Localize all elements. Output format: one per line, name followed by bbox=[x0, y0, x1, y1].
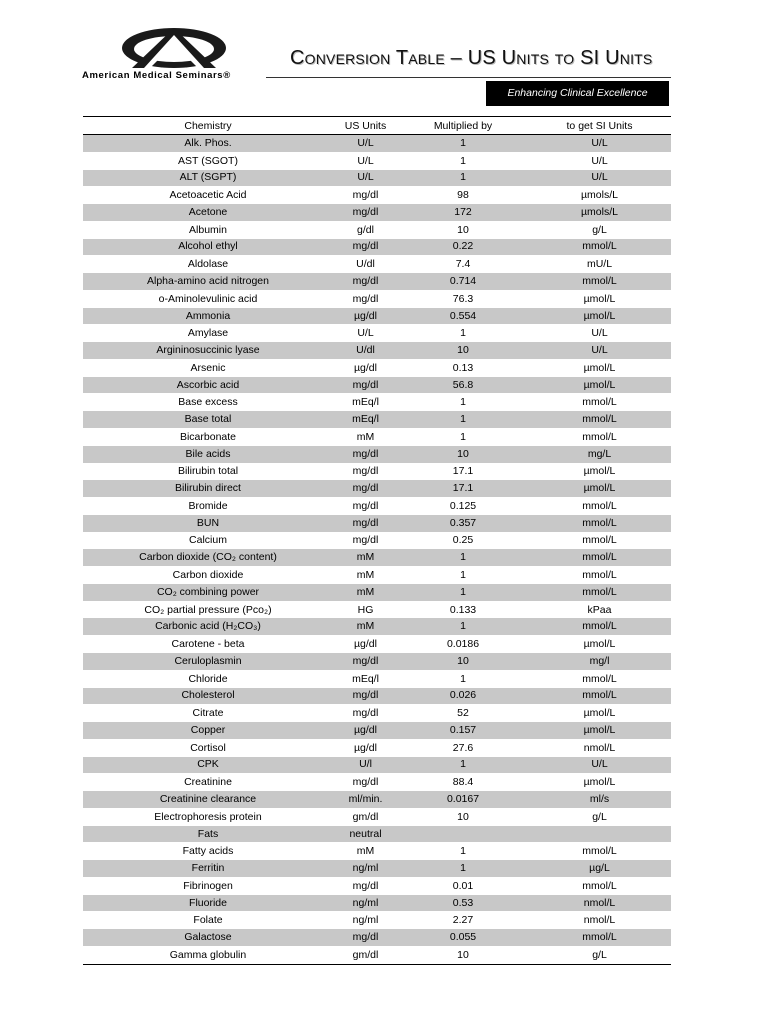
multiplier-cell: 1 bbox=[398, 170, 528, 187]
us-units-cell: mg/dl bbox=[333, 377, 398, 394]
si-units-cell: mmol/L bbox=[582, 396, 617, 409]
multiplier-cell: 0.53 bbox=[398, 895, 528, 912]
si-units-cell: nmol/L bbox=[583, 741, 616, 754]
si-units-cell: µmol/L bbox=[583, 707, 616, 720]
table-row bbox=[83, 239, 671, 256]
table-row bbox=[83, 498, 671, 515]
chemistry-cell: Fatty acids bbox=[182, 845, 234, 858]
si-units-cell: mmol/L bbox=[528, 584, 671, 601]
table-row bbox=[83, 584, 671, 601]
us-units-cell: U/L bbox=[333, 135, 398, 153]
multiplier-cell: 56.8 bbox=[398, 377, 528, 394]
org-name: American Medical Seminars® bbox=[82, 70, 231, 81]
us-units-cell: mg/dl bbox=[352, 534, 379, 547]
chemistry-cell: Ascorbic acid bbox=[83, 377, 333, 394]
si-units-cell: nmol/L bbox=[583, 914, 616, 927]
multiplier-cell: 0.133 bbox=[449, 603, 477, 616]
us-units-cell: mg/dl bbox=[352, 879, 379, 892]
multiplier-cell: 1 bbox=[460, 327, 466, 340]
us-units-cell: U/L bbox=[333, 170, 398, 187]
chemistry-cell: Carbon dioxide bbox=[172, 569, 244, 582]
table-row bbox=[83, 394, 671, 411]
multiplier-cell: 1 bbox=[398, 135, 528, 153]
multiplier-cell: 0.026 bbox=[398, 688, 528, 705]
multiplier-cell: 0.13 bbox=[452, 361, 474, 374]
chemistry-cell: CPK bbox=[83, 757, 333, 774]
chemistry-cell: CO₂ partial pressure (Pco₂) bbox=[144, 603, 272, 616]
multiplier-cell: 1 bbox=[398, 757, 528, 774]
multiplier-cell: 98 bbox=[457, 189, 469, 202]
si-units-cell: U/L bbox=[528, 757, 671, 774]
multiplier-cell: 1 bbox=[460, 154, 466, 167]
table-row bbox=[83, 446, 671, 463]
table-row bbox=[83, 653, 671, 670]
si-units-cell: mmol/L bbox=[528, 929, 671, 946]
table-row bbox=[83, 757, 671, 774]
si-units-cell: µmol/L bbox=[583, 638, 616, 651]
si-units-cell: g/L bbox=[592, 223, 607, 236]
si-units-cell: mmol/L bbox=[582, 534, 617, 547]
table-row bbox=[83, 567, 671, 584]
table-row bbox=[83, 187, 671, 204]
chemistry-cell: Albumin bbox=[189, 223, 227, 236]
chemistry-cell: Alcohol ethyl bbox=[83, 239, 333, 256]
table-row bbox=[83, 877, 671, 894]
multiplier-cell: 17.1 bbox=[398, 480, 528, 497]
chemistry-cell: Carbonic acid (H₂CO₃) bbox=[83, 618, 333, 635]
chemistry-cell: Alpha-amino acid nitrogen bbox=[83, 273, 333, 290]
chemistry-cell: Argininosuccinic lyase bbox=[83, 342, 333, 359]
multiplier-cell: 1 bbox=[398, 618, 528, 635]
us-units-cell: µg/dl bbox=[333, 722, 398, 739]
si-units-cell: µmol/L bbox=[583, 292, 616, 305]
chemistry-cell: Bromide bbox=[188, 499, 228, 512]
table-row bbox=[83, 135, 671, 153]
si-units-cell: U/L bbox=[591, 327, 608, 340]
si-units-cell: mmol/L bbox=[582, 569, 617, 582]
chemistry-cell: Bile acids bbox=[83, 446, 333, 463]
multiplier-cell: 0.055 bbox=[398, 929, 528, 946]
table-row bbox=[83, 325, 671, 342]
table-row bbox=[83, 273, 671, 290]
us-units-cell: mg/dl bbox=[352, 189, 379, 202]
table-row bbox=[83, 912, 671, 929]
us-units-cell: mM bbox=[356, 430, 375, 443]
us-units-cell: U/l bbox=[333, 757, 398, 774]
si-units-cell: µmol/L bbox=[583, 776, 616, 789]
si-units-cell: mmol/L bbox=[582, 499, 617, 512]
si-units-cell: µmols/L bbox=[581, 189, 618, 202]
us-units-cell: mg/dl bbox=[333, 480, 398, 497]
us-units-cell: g/dl bbox=[357, 223, 374, 236]
si-units-cell: mg/L bbox=[528, 446, 671, 463]
table-row bbox=[83, 860, 671, 877]
table-row bbox=[83, 308, 671, 325]
si-units-cell: µmol/L bbox=[583, 465, 616, 478]
multiplier-cell: 0.714 bbox=[398, 273, 528, 290]
chemistry-cell: Gamma globulin bbox=[169, 948, 247, 961]
table-row bbox=[83, 601, 671, 618]
table-row bbox=[83, 290, 671, 307]
multiplier-cell: 7.4 bbox=[455, 258, 471, 271]
table-row bbox=[83, 463, 671, 480]
multiplier-cell: 2.27 bbox=[452, 914, 474, 927]
table-row bbox=[83, 618, 671, 635]
us-units-cell: mg/dl bbox=[352, 292, 379, 305]
us-units-cell: mg/dl bbox=[333, 446, 398, 463]
multiplier-cell: 88.4 bbox=[452, 776, 474, 789]
us-units-cell: mg/dl bbox=[352, 776, 379, 789]
si-units-cell: µmol/L bbox=[583, 361, 616, 374]
us-units-cell: ng/ml bbox=[352, 914, 379, 927]
multiplier-cell: 1 bbox=[460, 569, 466, 582]
si-units-cell: mmol/L bbox=[582, 430, 617, 443]
si-units-cell: mmol/L bbox=[528, 549, 671, 566]
multiplier-cell: 1 bbox=[460, 672, 466, 685]
us-units-cell: neutral bbox=[333, 826, 398, 843]
column-header-us-units: US Units bbox=[333, 117, 398, 135]
si-units-cell: mmol/L bbox=[528, 239, 671, 256]
si-units-cell: mmol/L bbox=[528, 688, 671, 705]
si-units-cell: mmol/L bbox=[528, 273, 671, 290]
chemistry-cell: ALT (SGPT) bbox=[83, 170, 333, 187]
chemistry-cell: Copper bbox=[83, 722, 333, 739]
table-row bbox=[83, 705, 671, 722]
multiplier-cell: 0.22 bbox=[398, 239, 528, 256]
chemistry-cell: Folate bbox=[193, 914, 223, 927]
us-units-cell: U/L bbox=[357, 327, 374, 340]
multiplier-cell bbox=[398, 826, 528, 843]
si-units-cell: µmol/L bbox=[528, 377, 671, 394]
chemistry-cell: Bicarbonate bbox=[179, 430, 237, 443]
multiplier-cell: 1 bbox=[398, 860, 528, 877]
chemistry-cell: Arsenic bbox=[190, 361, 226, 374]
chemistry-cell: Cortisol bbox=[190, 741, 226, 754]
table-header-row bbox=[83, 117, 671, 135]
us-units-cell: mEq/l bbox=[333, 411, 398, 428]
multiplier-cell: 10 bbox=[398, 446, 528, 463]
si-units-cell: mmol/L bbox=[582, 879, 617, 892]
si-units-cell: mU/L bbox=[586, 258, 613, 271]
table-row bbox=[83, 895, 671, 912]
si-units-cell: U/L bbox=[528, 342, 671, 359]
multiplier-cell: 0.25 bbox=[452, 534, 474, 547]
tagline-banner: Enhancing Clinical Excellence bbox=[486, 81, 669, 106]
table-row bbox=[83, 791, 671, 808]
si-units-cell: g/L bbox=[592, 948, 607, 961]
multiplier-cell: 1 bbox=[460, 430, 466, 443]
us-units-cell: U/dl bbox=[356, 258, 375, 271]
page-title: Conversion Table – US Units to SI Units bbox=[290, 47, 653, 69]
si-units-cell: mmol/L bbox=[582, 845, 617, 858]
table-row bbox=[83, 688, 671, 705]
us-units-cell: ng/ml bbox=[333, 895, 398, 912]
table-row bbox=[83, 359, 671, 376]
column-header-si-units: to get SI Units bbox=[528, 117, 671, 135]
us-units-cell: µg/dl bbox=[354, 741, 377, 754]
multiplier-cell: 10 bbox=[457, 223, 469, 236]
chemistry-cell: Base excess bbox=[178, 396, 238, 409]
si-units-cell: µg/L bbox=[528, 860, 671, 877]
chemistry-cell: Ferritin bbox=[83, 860, 333, 877]
chemistry-cell: Carbon dioxide (CO₂ content) bbox=[83, 549, 333, 566]
org-logo bbox=[82, 26, 267, 84]
chemistry-cell: Amylase bbox=[187, 327, 229, 340]
us-units-cell: mEq/l bbox=[352, 672, 379, 685]
table-row bbox=[83, 411, 671, 428]
si-units-cell: µmol/L bbox=[528, 722, 671, 739]
us-units-cell: mg/dl bbox=[352, 465, 379, 478]
table-row bbox=[83, 843, 671, 860]
multiplier-cell: 10 bbox=[398, 653, 528, 670]
multiplier-cell: 76.3 bbox=[452, 292, 474, 305]
us-units-cell: mEq/l bbox=[352, 396, 379, 409]
us-units-cell: mg/dl bbox=[352, 499, 379, 512]
chemistry-cell: Ammonia bbox=[83, 308, 333, 325]
us-units-cell: mg/dl bbox=[333, 929, 398, 946]
chemistry-cell: Galactose bbox=[83, 929, 333, 946]
multiplier-cell: 52 bbox=[457, 707, 469, 720]
multiplier-cell: 0.0186 bbox=[446, 638, 480, 651]
chemistry-cell: Creatinine bbox=[184, 776, 232, 789]
us-units-cell: HG bbox=[357, 603, 374, 616]
chemistry-cell: CO₂ combining power bbox=[83, 584, 333, 601]
us-units-cell: mg/dl bbox=[352, 707, 379, 720]
multiplier-cell: 0.554 bbox=[398, 308, 528, 325]
table-row bbox=[83, 480, 671, 497]
table-body bbox=[83, 135, 671, 965]
multiplier-cell: 17.1 bbox=[452, 465, 474, 478]
table-row bbox=[83, 170, 671, 187]
table-row bbox=[83, 739, 671, 756]
si-units-cell: nmol/L bbox=[528, 895, 671, 912]
us-units-cell: mM bbox=[356, 569, 375, 582]
chemistry-cell: Creatinine clearance bbox=[83, 791, 333, 808]
multiplier-cell: 1 bbox=[398, 411, 528, 428]
chemistry-cell: Bilirubin total bbox=[177, 465, 239, 478]
us-units-cell: µg/dl bbox=[354, 638, 377, 651]
chemistry-cell: Acetoacetic Acid bbox=[169, 189, 247, 202]
chemistry-cell: Calcium bbox=[189, 534, 227, 547]
us-units-cell: U/dl bbox=[333, 342, 398, 359]
si-units-cell: U/L bbox=[528, 135, 671, 153]
table-row bbox=[83, 722, 671, 739]
multiplier-cell: 0.0167 bbox=[398, 791, 528, 808]
si-units-cell: U/L bbox=[591, 154, 608, 167]
table-row bbox=[83, 946, 671, 964]
si-units-cell: g/L bbox=[592, 810, 607, 823]
us-units-cell: mg/dl bbox=[333, 515, 398, 532]
multiplier-cell: 1 bbox=[460, 845, 466, 858]
us-units-cell: mg/dl bbox=[333, 688, 398, 705]
chemistry-cell: Fats bbox=[83, 826, 333, 843]
us-units-cell: µg/dl bbox=[354, 361, 377, 374]
chemistry-cell: Base total bbox=[83, 411, 333, 428]
si-units-cell: mmol/L bbox=[582, 672, 617, 685]
us-units-cell: µg/dl bbox=[333, 308, 398, 325]
multiplier-cell: 0.357 bbox=[398, 515, 528, 532]
table-row bbox=[83, 256, 671, 273]
conversion-table bbox=[83, 116, 671, 965]
multiplier-cell: 10 bbox=[398, 342, 528, 359]
us-units-cell: mg/dl bbox=[333, 273, 398, 290]
us-units-cell: U/L bbox=[357, 154, 374, 167]
multiplier-cell: 1 bbox=[460, 396, 466, 409]
table-row bbox=[83, 515, 671, 532]
us-units-cell: gm/dl bbox=[352, 948, 379, 961]
multiplier-cell: 1 bbox=[398, 549, 528, 566]
table-row bbox=[83, 152, 671, 169]
si-units-cell: ml/s bbox=[528, 791, 671, 808]
si-units-cell: mg/l bbox=[528, 653, 671, 670]
si-units-cell: mmol/L bbox=[528, 618, 671, 635]
us-units-cell: mg/dl bbox=[333, 204, 398, 221]
us-units-cell: ng/ml bbox=[333, 860, 398, 877]
table-row bbox=[83, 532, 671, 549]
table-row bbox=[83, 377, 671, 394]
us-units-cell: ml/min. bbox=[333, 791, 398, 808]
chemistry-cell: AST (SGOT) bbox=[178, 154, 238, 167]
table-row bbox=[83, 826, 671, 843]
chemistry-cell: Citrate bbox=[192, 707, 224, 720]
table-row bbox=[83, 429, 671, 446]
logo-emblem-icon bbox=[120, 26, 228, 70]
table-row bbox=[83, 670, 671, 687]
chemistry-cell: Aldolase bbox=[187, 258, 229, 271]
column-header-chemistry: Chemistry bbox=[83, 117, 333, 135]
table-row bbox=[83, 342, 671, 359]
chemistry-cell: Fibrinogen bbox=[183, 879, 233, 892]
chemistry-cell: Acetone bbox=[83, 204, 333, 221]
chemistry-cell: Bilirubin direct bbox=[83, 480, 333, 497]
title-divider bbox=[266, 77, 671, 78]
multiplier-cell: 0.01 bbox=[452, 879, 474, 892]
chemistry-cell: BUN bbox=[83, 515, 333, 532]
us-units-cell: gm/dl bbox=[352, 810, 379, 823]
si-units-cell: mmol/L bbox=[528, 515, 671, 532]
si-units-cell: µmol/L bbox=[528, 308, 671, 325]
us-units-cell: mg/dl bbox=[333, 239, 398, 256]
si-units-cell: U/L bbox=[528, 170, 671, 187]
chemistry-cell: Chloride bbox=[188, 672, 228, 685]
multiplier-cell: 0.125 bbox=[449, 499, 477, 512]
multiplier-cell: 10 bbox=[457, 810, 469, 823]
chemistry-cell: Cholesterol bbox=[83, 688, 333, 705]
column-header-multiplier: Multiplied by bbox=[398, 117, 528, 135]
chemistry-cell: Fluoride bbox=[83, 895, 333, 912]
multiplier-cell: 172 bbox=[398, 204, 528, 221]
si-units-cell: µmols/L bbox=[528, 204, 671, 221]
multiplier-cell: 10 bbox=[457, 948, 469, 961]
chemistry-cell: Ceruloplasmin bbox=[83, 653, 333, 670]
table-row bbox=[83, 549, 671, 566]
chemistry-cell: o-Aminolevulinic acid bbox=[158, 292, 258, 305]
si-units-cell: kPaa bbox=[587, 603, 612, 616]
table-row bbox=[83, 808, 671, 825]
chemistry-cell: Alk. Phos. bbox=[83, 135, 333, 153]
chemistry-cell: Carotene - beta bbox=[171, 638, 245, 651]
table-row bbox=[83, 636, 671, 653]
us-units-cell: mM bbox=[333, 618, 398, 635]
table-row bbox=[83, 774, 671, 791]
si-units-cell: mmol/L bbox=[528, 411, 671, 428]
chemistry-cell: Electrophoresis protein bbox=[154, 810, 262, 823]
table-row bbox=[83, 221, 671, 238]
table-row bbox=[83, 204, 671, 221]
us-units-cell: mM bbox=[333, 549, 398, 566]
multiplier-cell: 0.157 bbox=[398, 722, 528, 739]
si-units-cell bbox=[528, 826, 671, 843]
us-units-cell: mg/dl bbox=[333, 653, 398, 670]
multiplier-cell: 1 bbox=[398, 584, 528, 601]
multiplier-cell: 27.6 bbox=[452, 741, 474, 754]
table-row bbox=[83, 929, 671, 946]
us-units-cell: mM bbox=[356, 845, 375, 858]
si-units-cell: µmol/L bbox=[528, 480, 671, 497]
us-units-cell: mM bbox=[333, 584, 398, 601]
